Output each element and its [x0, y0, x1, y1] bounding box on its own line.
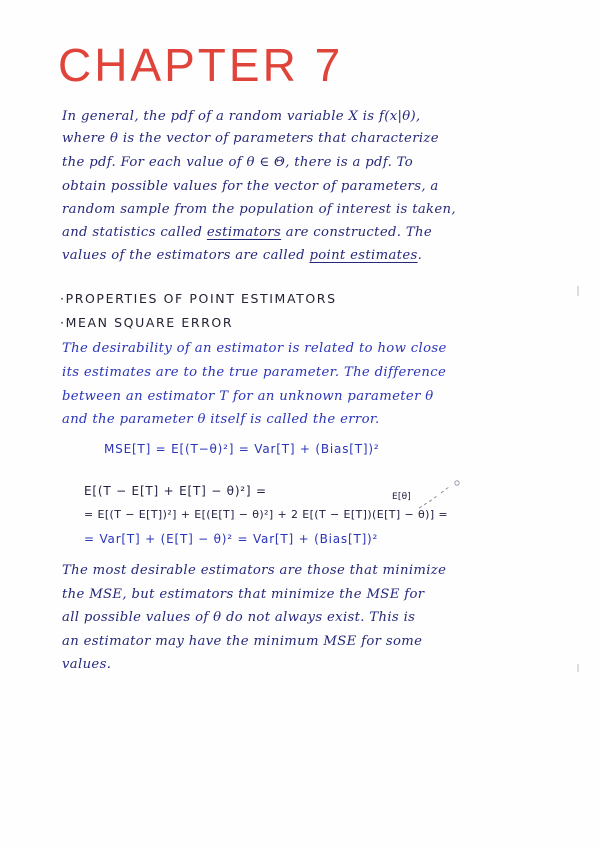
intro-line-6-start: and statistics called: [62, 225, 203, 240]
mse-line-4: and the parameter θ itself is called the error.: [62, 412, 380, 427]
intro-line-4: obtain possible values for the vector of parameters, a: [62, 179, 439, 194]
intro-line-7: [62, 247, 422, 265]
heading-properties: ·PROPERTIES OF POINT ESTIMATORS: [60, 291, 337, 306]
formula-step-1: E[(T − E[T] + E[T] − θ)²] =: [84, 484, 267, 498]
formula-mse-definition: MSE[T] = E[(T−θ)²] = Var[T] + (Bias[T])²: [104, 442, 380, 456]
heading-mse: ·MEAN SQUARE ERROR: [60, 315, 234, 330]
margin-mark: [577, 286, 579, 296]
intro-line-7-end: .: [417, 248, 423, 263]
intro-line-1: In general, the pdf of a random variable X is f(x|θ),: [62, 109, 421, 124]
chapter-title: CHAPTER 7: [58, 39, 344, 91]
closing-line-1: The most desirable estimators are those that minimize: [62, 563, 447, 578]
intro-line-2: where θ is the vector of parameters that characterize: [62, 131, 439, 146]
intro-line-6-end: are constructed. The: [285, 225, 432, 240]
intro-line-6: [62, 224, 432, 242]
term-point-estimates: point estimates: [309, 248, 418, 263]
closing-line-4: an estimator may have the minimum MSE for some: [62, 634, 423, 649]
mse-line-2: its estimates are to the true parameter. The difference: [62, 365, 447, 380]
mse-line-3: between an estimator T for an unknown parameter θ: [62, 389, 434, 404]
intro-line-7-start: values of the estimators are called: [62, 248, 305, 263]
margin-mark: [577, 664, 579, 672]
closing-line-5: values.: [62, 657, 112, 672]
formula-step-2: = E[(T − E[T])²] + E[(E[T] − θ)²] + 2 E[(T − E[T])(E[T] − θ)] =: [84, 508, 449, 521]
intro-line-5: random sample from the population of interest is taken,: [62, 202, 456, 217]
mse-line-1: The desirability of an estimator is related to how close: [62, 341, 447, 356]
intro-line-3: the pdf. For each value of θ ∈ Θ, there is a pdf. To: [62, 155, 414, 170]
term-estimators: estimators: [206, 225, 282, 240]
formula-step-3: = Var[T] + (E[T] − θ)² = Var[T] + (Bias[T])²: [84, 532, 379, 546]
closing-line-3: all possible values of θ do not always exist. This is: [62, 610, 416, 625]
formula-side-note: E[θ]: [392, 492, 412, 502]
closing-line-2: the MSE, but estimators that minimize the MSE for: [62, 587, 425, 602]
